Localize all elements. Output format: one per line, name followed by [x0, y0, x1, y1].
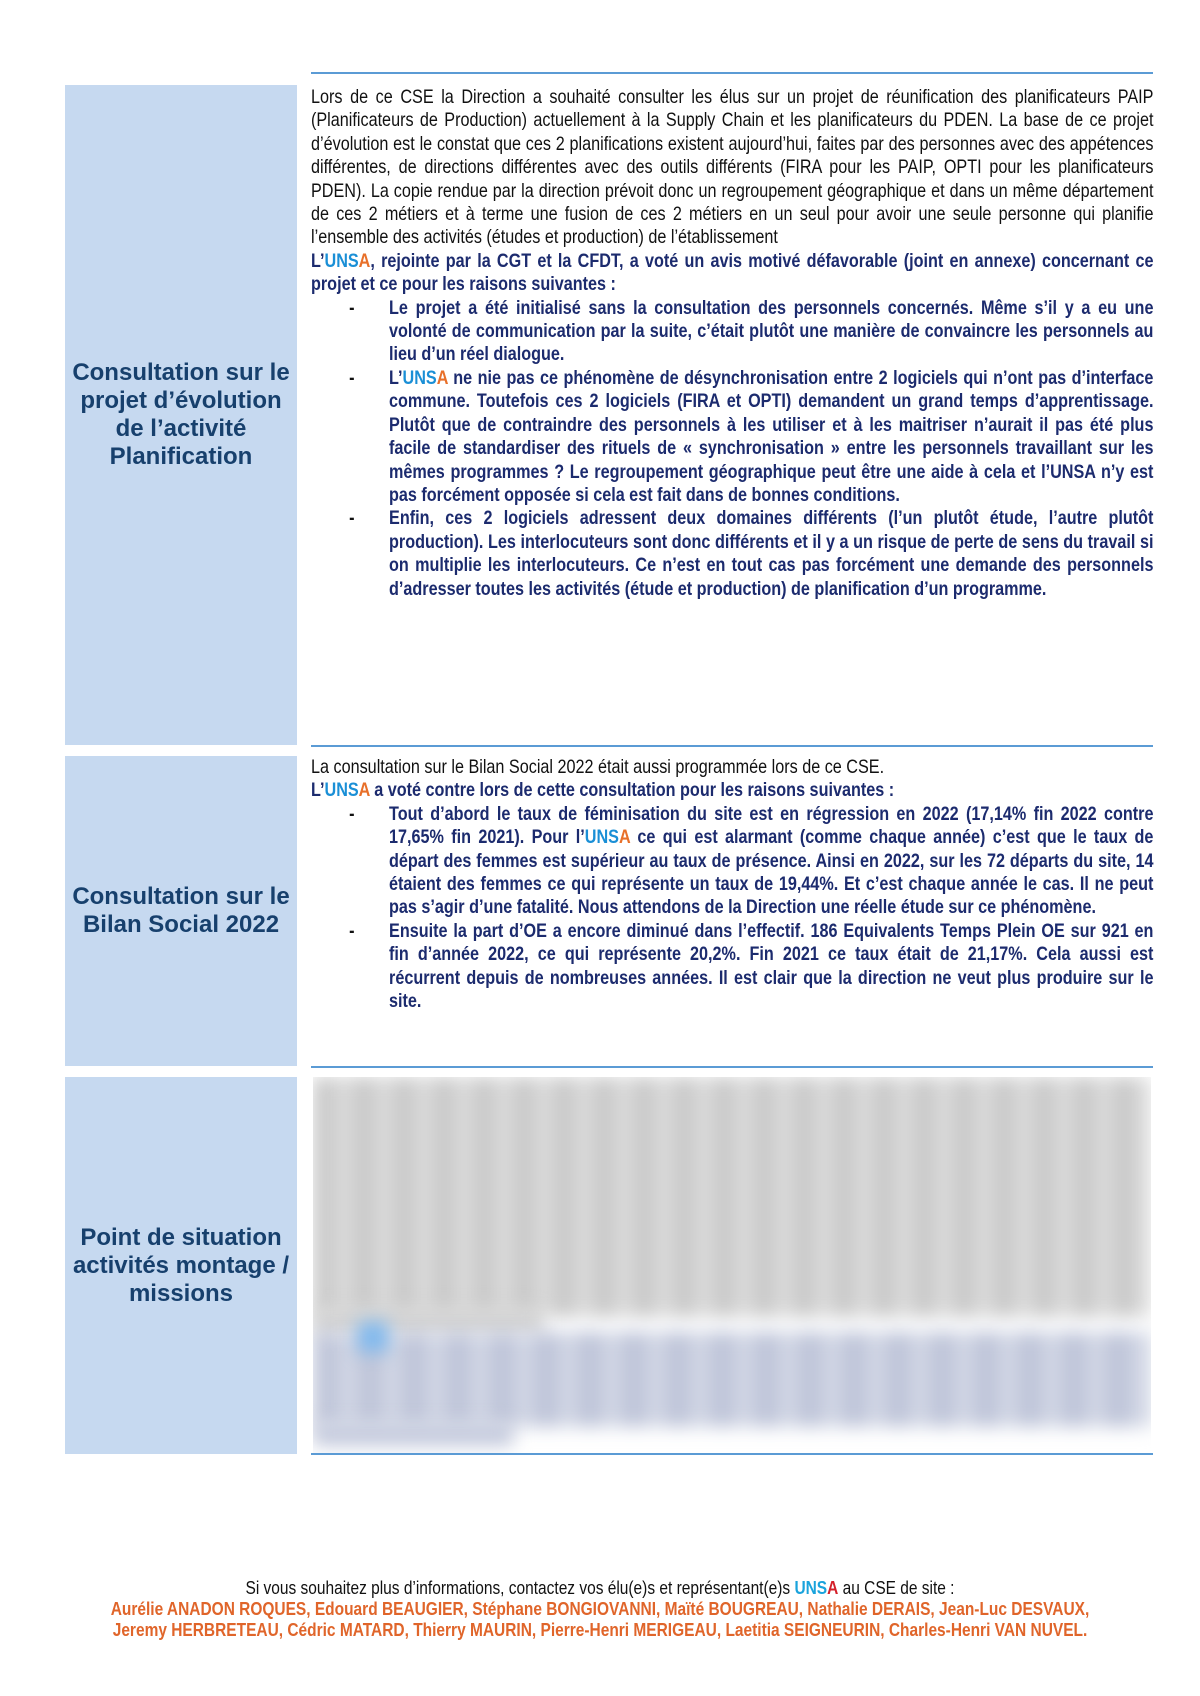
vote-statement	[311, 250, 1153, 297]
bullet-dash: -	[349, 296, 355, 319]
blurred-content	[313, 1077, 1151, 1453]
footer-intro	[136, 1578, 1065, 1599]
vote-text: , rejointe par la CGT et la CFDT, a voté un avis motivé défavorable (joint en annexe) concernant ce projet et ce pour les raisons suivantes :	[311, 249, 1154, 296]
list-item	[311, 920, 1153, 1014]
representatives-list: Aurélie ANADON ROQUES, Edouard BEAUGIER, Stéphane BONGIOVANNI, Maïté BOUGREAU, Nathalie DERAIS, Jean-Luc DESVAUX, Jeremy HERBRETEAU, Cédric MATARD, Thierry MAURIN, Pierre-Henri MERIGEAU, Laetitia SEIGNEURIN, Charles-Henri VAN NUVEL.	[110, 1599, 1090, 1640]
vote-statement	[311, 779, 1153, 802]
blurred-unsa-logo	[358, 1322, 388, 1352]
vote-prefix: L’	[311, 249, 325, 272]
bullet-dash: -	[349, 366, 355, 389]
vote-text: a voté contre lors de cette consultation pour les raisons suivantes :	[369, 779, 895, 802]
bullet-dash: -	[349, 919, 355, 942]
unsa-logo-uns: UNS	[324, 779, 359, 802]
section-content-planification	[311, 86, 1153, 601]
list-item-text: Enfin, ces 2 logiciels adressent deux domaines différents (l’un plutôt étude, l’autre plutôt production). Les interlocuteurs sont donc différents et il y a un risque de perte de sens du travail si on multiplie les interlocuteurs. Ce n’est en tout cas pas forcément une demande des personnels d’adresser toutes les activités (étude et production) de planification d’un programme.	[389, 507, 1154, 600]
list-item-text: ne nie pas ce phénomène de désynchronisation entre 2 logiciels qui n’ont pas d’interface commune. Toutefois ces 2 logiciels (FIRA et OPTI) demandent un grand temps d’apprentissage. Plutôt que de contraindre des personnels à les utiliser et à les maitriser n’aurait il pas été plus facile de standardiser des rituels de « synchronisation » entre les personnels travaillant sur les mêmes programmes ? Le regroupement géographique peut être une aide à cela et l’UNSA n’y est pas forcément opposée si cela est fait dans de bonnes conditions.	[389, 366, 1154, 506]
list-item-text: ce qui est alarmant (comme chaque année) c’est que le taux de départ des femmes est supérieur au taux de présence. Ainsi en 2022, sur les 72 départs du site, 14 étaient des femmes ce qui représente un taux de 19,44%. Et c’est chaque année le cas. Il ne peut pas s’agir d’une fatalité. Nous attendons de la Direction une réelle étude sur ce phénomène.	[389, 826, 1154, 919]
footer-intro-text: Si vous souhaitez plus d’informations, contactez vos élu(e)s et représentant(e)s	[245, 1578, 795, 1598]
section-content-bilan-social	[311, 756, 1153, 1013]
list-item	[311, 367, 1153, 507]
unsa-logo-a: A	[358, 779, 370, 802]
footer-contacts	[60, 1578, 1140, 1641]
unsa-logo-uns: UNS	[584, 826, 619, 849]
section-title: Point de situation activités montage / missions	[72, 1223, 290, 1307]
blurred-text-block	[313, 1422, 513, 1446]
footer-intro-text: au CSE de site :	[838, 1578, 955, 1598]
unsa-logo-a: A	[827, 1578, 839, 1598]
section-title: Consultation sur le projet d’évolution de l’activité Planification	[72, 359, 290, 470]
section-label-montage-missions	[65, 1077, 297, 1454]
unsa-logo-a: A	[618, 826, 631, 849]
unsa-logo-a: A	[436, 366, 448, 389]
bullet-dash: -	[349, 802, 355, 825]
list-item	[311, 507, 1153, 601]
intro-paragraph: Lors de ce CSE la Direction a souhaité consulter les élus sur un projet de réunification des planificateurs PAIP (Planificateurs de Production) actuellement à la Supply Chain et les planificateurs du PDEN. La base de ce projet d’évolution est le constat que ces 2 planifications existent aujourd’hui, faites par des personnes avec des appétences différentes, de directions différentes avec des outils différents (FIRA pour les PAIP, OPTI pour les planificateurs PDEN). La copie rendue par la direction prévoit donc un regroupement géographique et dans un même département de ces 2 métiers et à terme une fusion de ces 2 métiers en un seul pour avoir une seule personne qui planifie l’ensemble des activités (études et production) de l’établissement	[311, 86, 1154, 249]
reasons-list	[311, 803, 1153, 1014]
list-item-text: Ensuite la part d’OE a encore diminué dans l’effectif. 186 Equivalents Temps Plein OE sur 921 en fin d’année 2022, ce qui représente 20,2%. Fin 2021 ce taux était de 21,17%. Cela aussi est récurrent depuis de nombreuses années. Il est clair que la direction ne veut plus produire sur le site.	[389, 919, 1154, 1013]
list-item-text: Tout d’abord le taux de féminisation du site est en régression en 2022 (17,14% fin 2022 contre 17,65% fin 2021). Pour l’	[389, 802, 1154, 849]
intro-paragraph: La consultation sur le Bilan Social 2022 était aussi programmée lors de ce CSE.	[311, 756, 885, 778]
section-label-bilan-social	[65, 756, 297, 1066]
divider-bottom	[311, 1453, 1153, 1455]
reasons-list	[311, 297, 1153, 601]
blurred-text-block	[313, 1077, 1151, 1317]
unsa-logo-uns: UNS	[794, 1578, 828, 1598]
section-title: Consultation sur le Bilan Social 2022	[72, 883, 290, 938]
list-item	[311, 803, 1153, 920]
list-item	[311, 297, 1153, 367]
vote-prefix: L’	[311, 779, 325, 802]
bullet-dash: -	[349, 507, 355, 530]
unsa-logo-a: A	[358, 249, 371, 272]
divider-section-3	[311, 1066, 1153, 1068]
blurred-text-block	[313, 1332, 1151, 1427]
unsa-logo-uns: UNS	[402, 366, 437, 389]
unsa-logo-uns: UNS	[324, 249, 359, 272]
divider-top	[311, 72, 1153, 74]
list-item-text: Le projet a été initialisé sans la consultation des personnels concernés. Même s’il y a eu une volonté de communication par la suite, c’était plutôt une manière de convaincre les personnels au lieu d’un réel dialogue.	[389, 296, 1154, 366]
section-label-planification	[65, 85, 297, 745]
divider-section-2	[311, 745, 1153, 747]
list-item-prefix: L’	[389, 366, 403, 389]
